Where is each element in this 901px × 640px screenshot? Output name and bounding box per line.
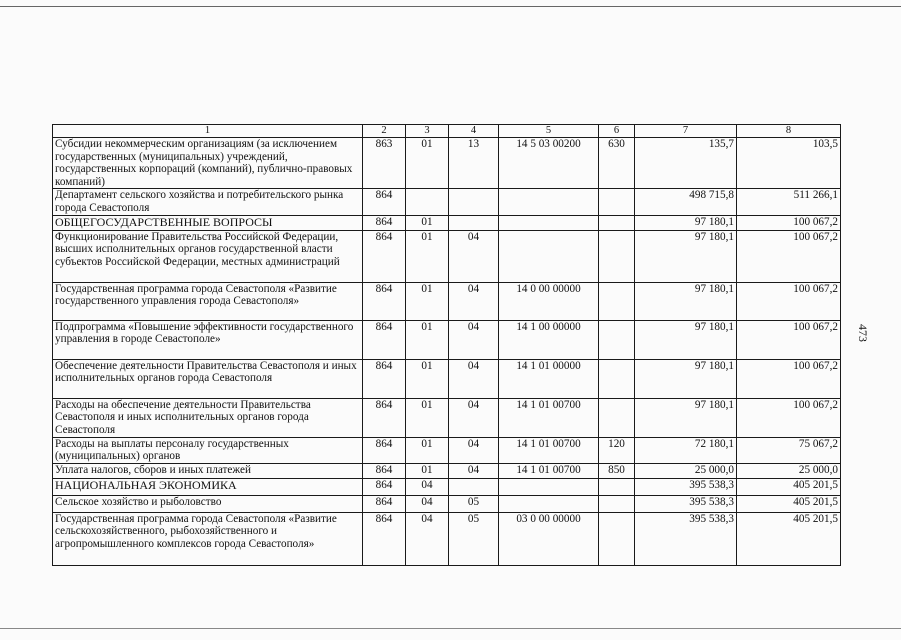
cell-col5: 03 0 00 00000 [499, 512, 599, 565]
cell-col2: 864 [363, 437, 406, 463]
cell-col4: 04 [449, 398, 499, 437]
cell-col8: 100 067,2 [737, 230, 841, 282]
row-name: Расходы на обеспечение деятельности Правительства Севастополя и иных исполнительных органов города Севастополя [53, 398, 363, 437]
page-number: 473 [856, 324, 870, 342]
cell-col8: 511 266,1 [737, 189, 841, 215]
cell-col5: 14 0 00 00000 [499, 282, 599, 320]
cell-col3: 01 [406, 215, 449, 230]
row-name: Уплата налогов, сборов и иных платежей [53, 463, 363, 478]
cell-col5: 14 1 01 00700 [499, 437, 599, 463]
row-name: Функционирование Правительства Российской Федерации, высших исполнительных органов государственной власти субъектов Российской Федерации, местных администраций [53, 230, 363, 282]
row-name: Государственная программа города Севастополя «Развитие сельскохозяйственного, рыбохозяйственного и агропромышленного комплексов города Севастополя» [53, 512, 363, 565]
budget-table [52, 124, 841, 566]
cell-col8: 405 201,5 [737, 495, 841, 512]
cell-col2: 864 [363, 478, 406, 495]
cell-col2: 864 [363, 215, 406, 230]
header-cell: 1 [53, 125, 363, 138]
cell-col6: 850 [599, 463, 635, 478]
scan-edge-bottom [0, 628, 901, 629]
cell-col6: 630 [599, 138, 635, 189]
row-name: ОБЩЕГОСУДАРСТВЕННЫЕ ВОПРОСЫ [53, 215, 363, 230]
row-name: Расходы на выплаты персоналу государственных (муниципальных) органов [53, 437, 363, 463]
cell-col7: 135,7 [635, 138, 737, 189]
cell-col2: 864 [363, 189, 406, 215]
cell-col5 [499, 230, 599, 282]
cell-col7: 97 180,1 [635, 215, 737, 230]
cell-col7: 72 180,1 [635, 437, 737, 463]
cell-col7: 395 538,3 [635, 495, 737, 512]
cell-col6 [599, 359, 635, 398]
cell-col6 [599, 478, 635, 495]
cell-col6 [599, 215, 635, 230]
table-row [53, 359, 841, 398]
cell-col3: 01 [406, 138, 449, 189]
cell-col5 [499, 478, 599, 495]
header-cell: 4 [449, 125, 499, 138]
cell-col6 [599, 495, 635, 512]
cell-col2: 864 [363, 320, 406, 359]
row-name: НАЦИОНАЛЬНАЯ ЭКОНОМИКА [53, 478, 363, 495]
cell-col2: 864 [363, 282, 406, 320]
cell-col6 [599, 320, 635, 359]
cell-col8: 405 201,5 [737, 512, 841, 565]
cell-col7: 498 715,8 [635, 189, 737, 215]
cell-col6: 120 [599, 437, 635, 463]
cell-col4: 05 [449, 495, 499, 512]
cell-col5: 14 1 01 00000 [499, 359, 599, 398]
table-row [53, 230, 841, 282]
row-name: Подпрограмма «Повышение эффективности государственного управления в городе Севастополе» [53, 320, 363, 359]
row-name: Государственная программа города Севастополя «Развитие государственного управления города Севастополя» [53, 282, 363, 320]
cell-col2: 864 [363, 359, 406, 398]
cell-col6 [599, 282, 635, 320]
cell-col3: 01 [406, 359, 449, 398]
cell-col2: 864 [363, 398, 406, 437]
header-cell: 6 [599, 125, 635, 138]
cell-col8: 75 067,2 [737, 437, 841, 463]
cell-col5: 14 1 01 00700 [499, 398, 599, 437]
cell-col4 [449, 189, 499, 215]
cell-col2: 864 [363, 230, 406, 282]
cell-col7: 395 538,3 [635, 512, 737, 565]
cell-col2: 863 [363, 138, 406, 189]
table-row [53, 463, 841, 478]
table-row [53, 495, 841, 512]
table-row [53, 189, 841, 215]
row-name: Обеспечение деятельности Правительства Севастополя и иных исполнительных органов города Севастополя [53, 359, 363, 398]
cell-col3: 01 [406, 320, 449, 359]
cell-col8: 100 067,2 [737, 282, 841, 320]
table-row [53, 138, 841, 189]
cell-col5 [499, 495, 599, 512]
cell-col4: 04 [449, 320, 499, 359]
cell-col8: 100 067,2 [737, 320, 841, 359]
table-row [53, 215, 841, 230]
cell-col5: 14 1 01 00700 [499, 463, 599, 478]
header-cell: 2 [363, 125, 406, 138]
cell-col4: 04 [449, 463, 499, 478]
cell-col4: 04 [449, 282, 499, 320]
cell-col2: 864 [363, 512, 406, 565]
table-row [53, 512, 841, 565]
cell-col6 [599, 398, 635, 437]
cell-col3: 01 [406, 398, 449, 437]
table-row [53, 478, 841, 495]
cell-col7: 97 180,1 [635, 282, 737, 320]
cell-col3: 04 [406, 495, 449, 512]
cell-col4: 13 [449, 138, 499, 189]
cell-col6 [599, 230, 635, 282]
cell-col3 [406, 189, 449, 215]
row-name: Сельское хозяйство и рыболовство [53, 495, 363, 512]
row-name: Департамент сельского хозяйства и потребительского рынка города Севастополя [53, 189, 363, 215]
cell-col4: 04 [449, 359, 499, 398]
cell-col4 [449, 215, 499, 230]
cell-col7: 97 180,1 [635, 398, 737, 437]
cell-col8: 103,5 [737, 138, 841, 189]
cell-col6 [599, 189, 635, 215]
cell-col3: 01 [406, 463, 449, 478]
cell-col7: 97 180,1 [635, 359, 737, 398]
cell-col2: 864 [363, 495, 406, 512]
cell-col4: 04 [449, 437, 499, 463]
cell-col5: 14 5 03 00200 [499, 138, 599, 189]
cell-col3: 01 [406, 282, 449, 320]
cell-col4 [449, 478, 499, 495]
table-row [53, 282, 841, 320]
cell-col3: 01 [406, 437, 449, 463]
header-cell: 7 [635, 125, 737, 138]
table-row [53, 320, 841, 359]
cell-col8: 100 067,2 [737, 215, 841, 230]
cell-col8: 100 067,2 [737, 359, 841, 398]
scan-edge-top [0, 6, 901, 7]
header-cell: 5 [499, 125, 599, 138]
cell-col4: 04 [449, 230, 499, 282]
cell-col3: 01 [406, 230, 449, 282]
row-name: Субсидии некоммерческим организациям (за исключением государственных (муниципальных) учреждений, государственных корпораций (компаний), публично-правовых компаний) [53, 138, 363, 189]
cell-col4: 05 [449, 512, 499, 565]
header-cell: 3 [406, 125, 449, 138]
cell-col7: 25 000,0 [635, 463, 737, 478]
cell-col3: 04 [406, 478, 449, 495]
cell-col8: 25 000,0 [737, 463, 841, 478]
header-cell: 8 [737, 125, 841, 138]
cell-col3: 04 [406, 512, 449, 565]
cell-col5 [499, 189, 599, 215]
cell-col2: 864 [363, 463, 406, 478]
cell-col7: 97 180,1 [635, 320, 737, 359]
table-row [53, 437, 841, 463]
cell-col6 [599, 512, 635, 565]
cell-col5 [499, 215, 599, 230]
cell-col7: 97 180,1 [635, 230, 737, 282]
cell-col8: 405 201,5 [737, 478, 841, 495]
cell-col7: 395 538,3 [635, 478, 737, 495]
cell-col5: 14 1 00 00000 [499, 320, 599, 359]
table-row [53, 398, 841, 437]
cell-col8: 100 067,2 [737, 398, 841, 437]
table-header-row [53, 125, 841, 138]
